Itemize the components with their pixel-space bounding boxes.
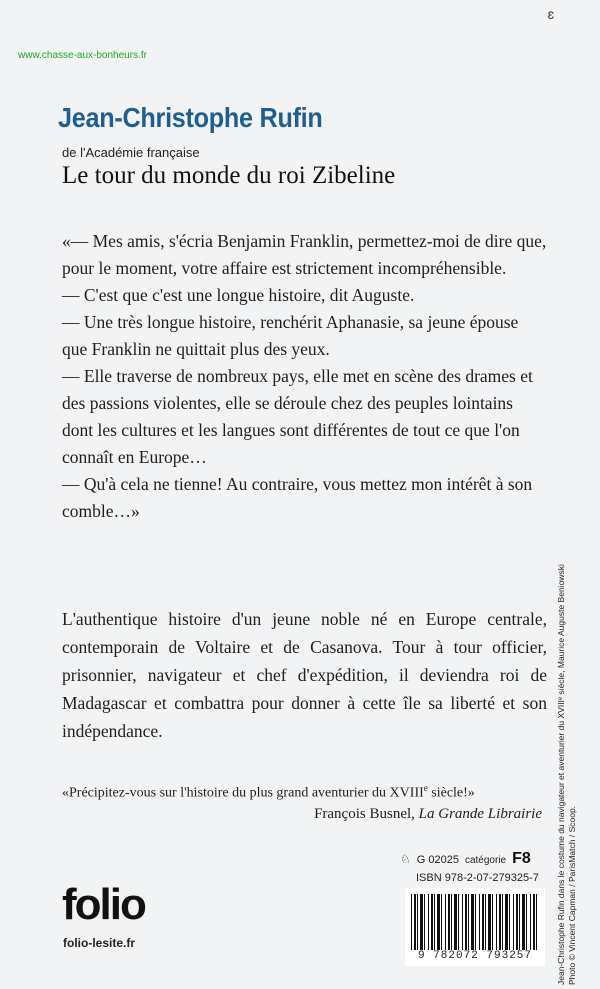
review-show: La Grande Librairie (418, 806, 542, 822)
quote-paragraph: «— Mes amis, s'écria Benjamin Franklin, permettez-moi de dire que, pour le moment, votre affaire est strictement incompréhensible. (62, 231, 547, 278)
author-affiliation: de l'Académie française (62, 145, 200, 160)
category-label: catégorie (464, 855, 507, 866)
excerpt-quote (62, 228, 547, 525)
isbn: ISBN 978-2-07-279325-7 (416, 872, 539, 884)
photo-credit-line: Photo © Vincent Capman / ParisMatch / Scoop. (567, 805, 577, 985)
review-quote-end: siècle!» (427, 785, 475, 801)
photo-credit-line: Jean-Christophe Rufin dans le costume du navigateur et aventurier du XVIIIᵉ siècle, Maurice Auguste Beniowski (556, 564, 566, 985)
barcode (405, 888, 545, 966)
book-blurb: L'authentique histoire d'un jeune noble né en Europe centrale, contemporain de Voltaire et de Casanova. Tour à tour officier, prisonnier, navigateur et chef d'expédition, il deviendra roi de Madagascar et combattra pour donner à cette île sa liberté et son indépendance. (62, 609, 547, 741)
photo-credit (556, 555, 578, 985)
quote-paragraph: — Elle traverse de nombreux pays, elle met en scène des drames et des passions violentes, elle se déroule chez des peuples lointains dont les cultures et les langues sont différentes de tout ce que l'on connaît en Europe… (62, 366, 533, 467)
publisher-website[interactable]: folio-lesite.fr (63, 936, 136, 950)
review-attribution (314, 806, 542, 823)
catalog-row (400, 850, 531, 868)
corner-mark: ɛ (547, 6, 554, 22)
folio-logo: folio (62, 880, 145, 929)
quote-paragraph: — Une très longue histoire, renchérit Aphanasie, sa jeune épouse que Franklin ne quittait plus des yeux. (62, 312, 519, 359)
watermark: www.chasse-aux-bonheurs.fr (18, 50, 147, 61)
gallimard-icon: ♘ (400, 852, 411, 866)
catalog-code: G 02025 (416, 854, 459, 866)
review-quote-text: «Précipitez-vous sur l'histoire du plus grand aventurier du XVIII (62, 785, 424, 801)
book-title: Le tour du monde du roi Zibeline (62, 162, 396, 189)
reviewer-name: François Busnel, (314, 806, 419, 822)
barcode-digits: 9 782072 793257 (417, 950, 533, 962)
author-name: Jean-Christophe Rufin (58, 102, 323, 133)
quote-paragraph: — Qu'à cela ne tienne! Au contraire, vous mettez mon intérêt à son comble…» (62, 474, 533, 521)
review-quote (62, 783, 552, 802)
barcode-bars (411, 894, 539, 950)
quote-paragraph: — C'est que c'est une longue histoire, dit Auguste. (62, 285, 415, 305)
price-code: F8 (512, 850, 531, 867)
review-quote-superscript: e (423, 783, 428, 793)
